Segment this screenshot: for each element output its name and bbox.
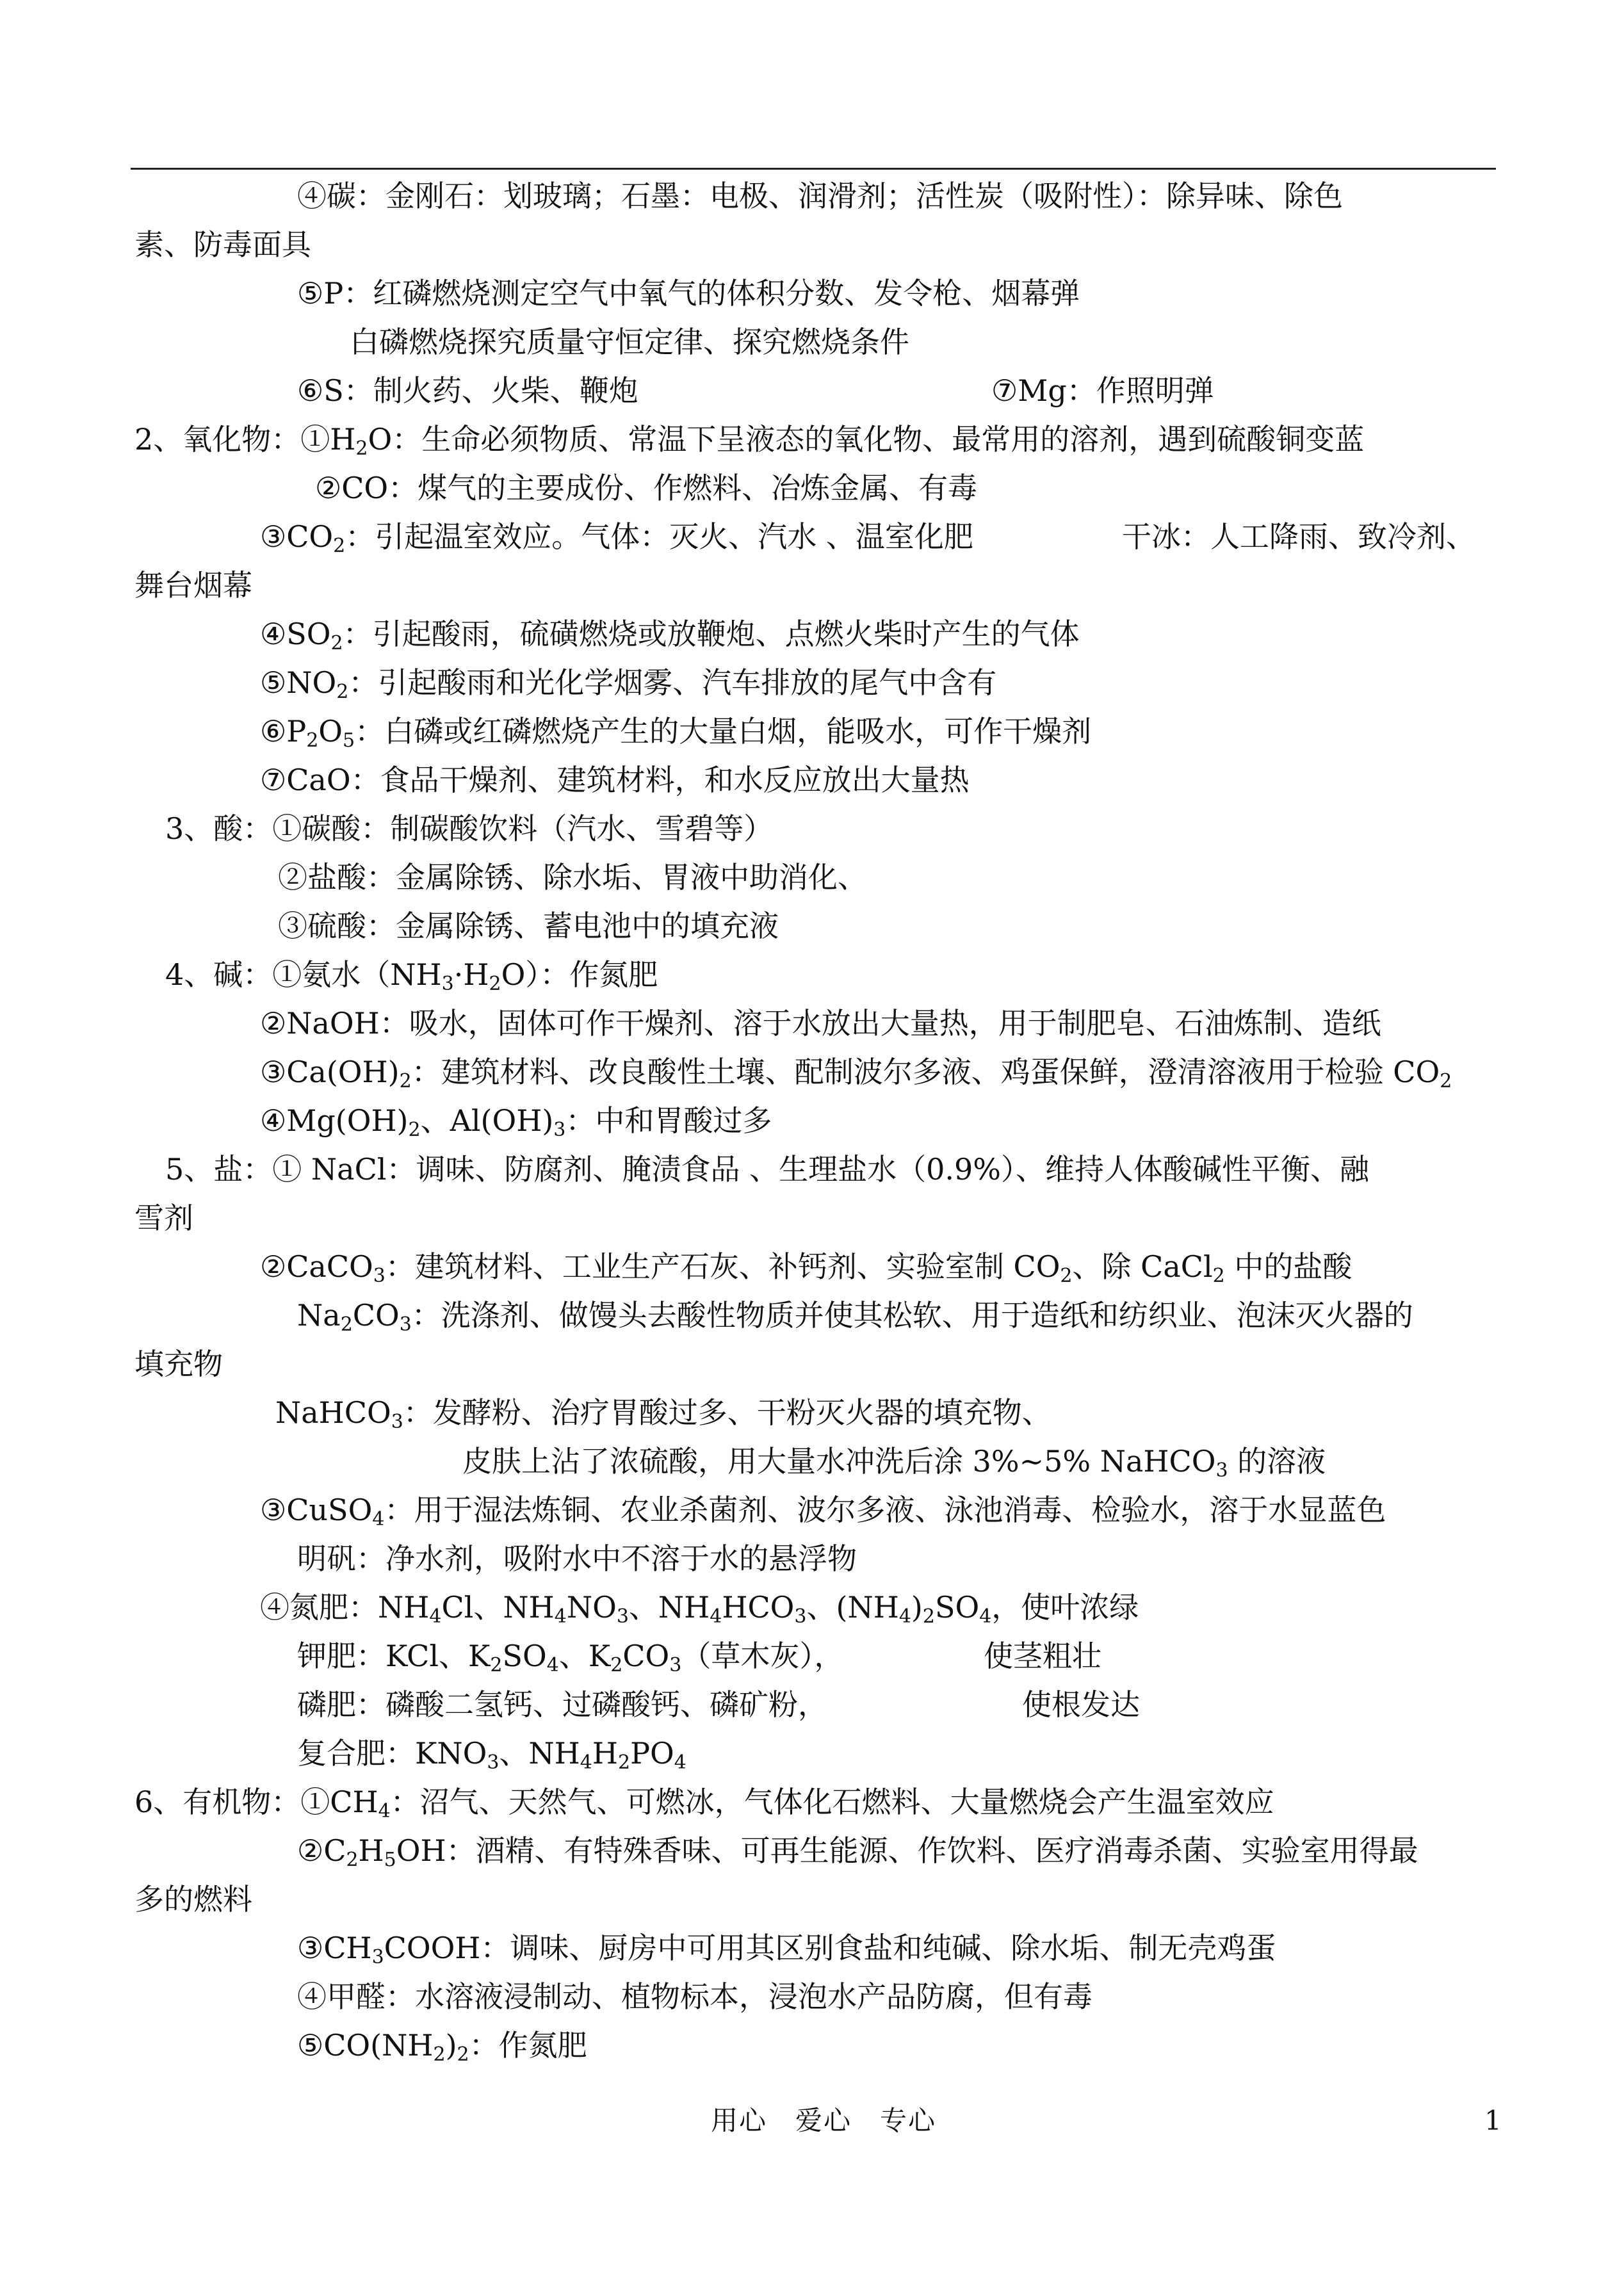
- subscript: 2: [489, 973, 501, 995]
- subscript: 2: [408, 1119, 421, 1141]
- text-line: 雪剂: [134, 1201, 193, 1235]
- text-line: $③Ca(OH)_2$：建筑材料、改良酸性土壤、配制波尔多液、鸡蛋保鲜，澄清溶液用于检验 $CO_2$: [260, 1055, 1452, 1092]
- subscript: 2: [490, 1654, 503, 1676]
- text-line: 2、氧化物：$①H_2O$：生命必须物质、常温下呈液态的氧化物、最常用的溶剂，遇到硫酸铜变蓝: [134, 422, 1365, 460]
- subscript: 3: [441, 973, 454, 995]
- subscript: 2: [336, 681, 349, 703]
- text-line: 复合肥：$KNO_3$、$NH_4H_2PO_4$: [297, 1736, 686, 1774]
- subscript: 2: [346, 1849, 359, 1871]
- text-line: 干冰：人工降雨、致冷剂、: [1122, 519, 1475, 554]
- text-line: ④碳：金刚石：划玻璃；石墨：电极、润滑剂；活性炭（吸附性）：除异味、除色: [297, 179, 1343, 213]
- subscript: 3: [1215, 1459, 1228, 1482]
- subscript: 3: [371, 1946, 384, 1968]
- subscript: 4: [674, 1751, 686, 1774]
- subscript: 3: [553, 1119, 566, 1141]
- subscript: 3: [794, 1605, 807, 1628]
- text-line: $⑥P_2O_5$：白磷或红磷燃烧产生的大量白烟，能吸水，可作干燥剂: [260, 714, 1092, 752]
- text-line: $Na_2CO_3$：洗涤剂、做馒头去酸性物质并使其松软、用于造纸和纺织业、泡沫灭火器的: [297, 1298, 1413, 1336]
- subscript: 2: [922, 1605, 935, 1628]
- subscript: 4: [546, 1654, 559, 1676]
- text-line: 明矾：净水剂，吸附水中不溶于水的悬浮物: [297, 1541, 857, 1576]
- subscript: 4: [710, 1605, 722, 1628]
- subscript: 2: [1440, 1070, 1452, 1092]
- subscript: 2: [433, 2043, 446, 2066]
- subscript: 2: [1212, 1265, 1225, 1287]
- text-line: 素、防毒面具: [134, 227, 311, 262]
- subscript: 4: [580, 1751, 592, 1774]
- text-line: $④Mg(OH)_2$、$Al(OH)_3$：中和胃酸过多: [260, 1103, 772, 1141]
- subscript: 3: [487, 1751, 499, 1774]
- subscript: 3: [616, 1605, 629, 1628]
- text-line: 4、碱：①氨水$(NH_3\cdot H_2O)$：作氮肥: [165, 957, 658, 995]
- text-line: ⑤P：红磷燃烧测定空气中氧气的体积分数、发令枪、烟幕弹: [297, 276, 1080, 311]
- text-line: ②NaOH：吸水，固体可作干燥剂、溶于水放出大量热，用于制肥皂、石油炼制、造纸: [260, 1006, 1381, 1041]
- subscript: 3: [669, 1654, 682, 1676]
- text-line: 3、酸：①碳酸：制碳酸饮料（汽水、雪碧等）: [165, 811, 774, 846]
- subscript: 4: [372, 1508, 385, 1530]
- text-line: 钾肥：KCl、$K_2SO_4$、$K_2CO_3$（草木灰），: [297, 1639, 844, 1676]
- text-line: 磷肥：磷酸二氢钙、过磷酸钙、磷矿粉，: [297, 1687, 827, 1722]
- text-line: $④SO_2$：引起酸雨，硫磺燃烧或放鞭炮、点燃火柴时产生的气体: [260, 617, 1080, 654]
- text-line: ⑦Mg：作照明弹: [991, 373, 1214, 408]
- text-line: ⑦CaO：食品干燥剂、建筑材料，和水反应放出大量热: [260, 763, 970, 797]
- text-line: 舞台烟幕: [134, 568, 252, 603]
- text-line: ②CO：煤气的主要成份、作燃料、冶炼金属、有毒: [315, 471, 978, 505]
- subscript: 2: [333, 535, 346, 557]
- text-line: NaHCO$_3$：发酵粉、治疗胃酸过多、干粉灭火器的填充物、: [275, 1395, 1052, 1433]
- subscript: 3: [391, 1411, 403, 1433]
- text-line: $③CH_3COOH$：调味、厨房中可用其区别食盐和纯碱、除水垢、制无壳鸡蛋: [297, 1931, 1276, 1968]
- subscript: 4: [979, 1605, 992, 1628]
- text-line: 使茎粗壮: [984, 1639, 1101, 1673]
- page-number: 1: [1484, 2105, 1502, 2136]
- text-line: 填充物: [134, 1347, 223, 1381]
- text-line: $②C_2H_5OH$：酒精、有特殊香味、可再生能源、作饮料、医疗消毒杀菌、实验室用得最: [297, 1833, 1418, 1871]
- text-line: 白磷燃烧探究质量守恒定律、探究燃烧条件: [350, 325, 909, 359]
- subscript: 3: [399, 1313, 412, 1336]
- text-line: $⑤CO(NH_2)_2$：作氮肥: [297, 2028, 587, 2066]
- text-line: 5、盐：① NaCl：调味、防腐剂、腌渍食品 、生理盐水（0.9%）、维持人体酸碱性平衡、融: [165, 1152, 1369, 1187]
- text-line: ④甲醛：水溶液浸制动、植物标本，浸泡水产品防腐，但有毒: [297, 1979, 1092, 2014]
- subscript: 4: [378, 1800, 391, 1822]
- subscript: 3: [373, 1265, 386, 1287]
- text-line: ⑥S：制火药、火柴、鞭炮: [297, 373, 638, 408]
- text-line: ③硫酸：金属除锈、蓄电池中的填充液: [278, 909, 779, 943]
- subscript: 4: [429, 1605, 442, 1628]
- text-line: $⑤NO_2$：引起酸雨和光化学烟雾、汽车排放的尾气中含有: [260, 665, 997, 703]
- text-line: ②盐酸：金属除锈、除水垢、胃液中助消化、: [278, 860, 867, 895]
- text-line: 皮肤上沾了浓硫酸，用大量水冲洗后涂 3%~5% NaHCO$_3$ 的溶液: [462, 1444, 1326, 1482]
- text-line: 使根发达: [1022, 1687, 1140, 1722]
- subscript: 4: [898, 1605, 911, 1628]
- subscript: 2: [355, 437, 368, 460]
- text-line: $③CO_2$：引起温室效应。气体：灭火、汽水 、温室化肥: [260, 519, 973, 557]
- subscript: 2: [1060, 1265, 1073, 1287]
- text-line: 多的燃料: [134, 1882, 252, 1917]
- text-line: ②CaCO$_3$：建筑材料、工业生产石灰、补钙剂、实验室制 $CO_2$、除 CaCl$_2$ 中的盐酸: [260, 1249, 1352, 1287]
- subscript: 2: [340, 1313, 353, 1336]
- text-line: ③CuSO$_4$：用于湿法炼铜、农业杀菌剂、波尔多液、泳池消毒、检验水，溶于水显蓝色: [260, 1493, 1386, 1530]
- subscript: 5: [343, 729, 355, 752]
- subscript: 5: [384, 1849, 396, 1871]
- subscript: 2: [399, 1070, 412, 1092]
- subscript: 2: [618, 1751, 631, 1774]
- text-line: 6、有机物：$①CH_4$：沼气、天然气、可燃冰，气体化石燃料、大量燃烧会产生温室效应: [134, 1785, 1274, 1822]
- subscript: 2: [457, 2043, 469, 2066]
- subscript: 2: [306, 729, 319, 752]
- footer-motto: 用心 爱心 专心: [711, 2105, 937, 2136]
- subscript: 2: [610, 1654, 623, 1676]
- subscript: 4: [554, 1605, 567, 1628]
- subscript: 2: [330, 632, 343, 654]
- text-line: ④氮肥：$NH_4Cl$、$NH_4NO_3$、$NH_4HCO_3$、$(NH_4)_2SO_4$，使叶浓绿: [260, 1590, 1139, 1628]
